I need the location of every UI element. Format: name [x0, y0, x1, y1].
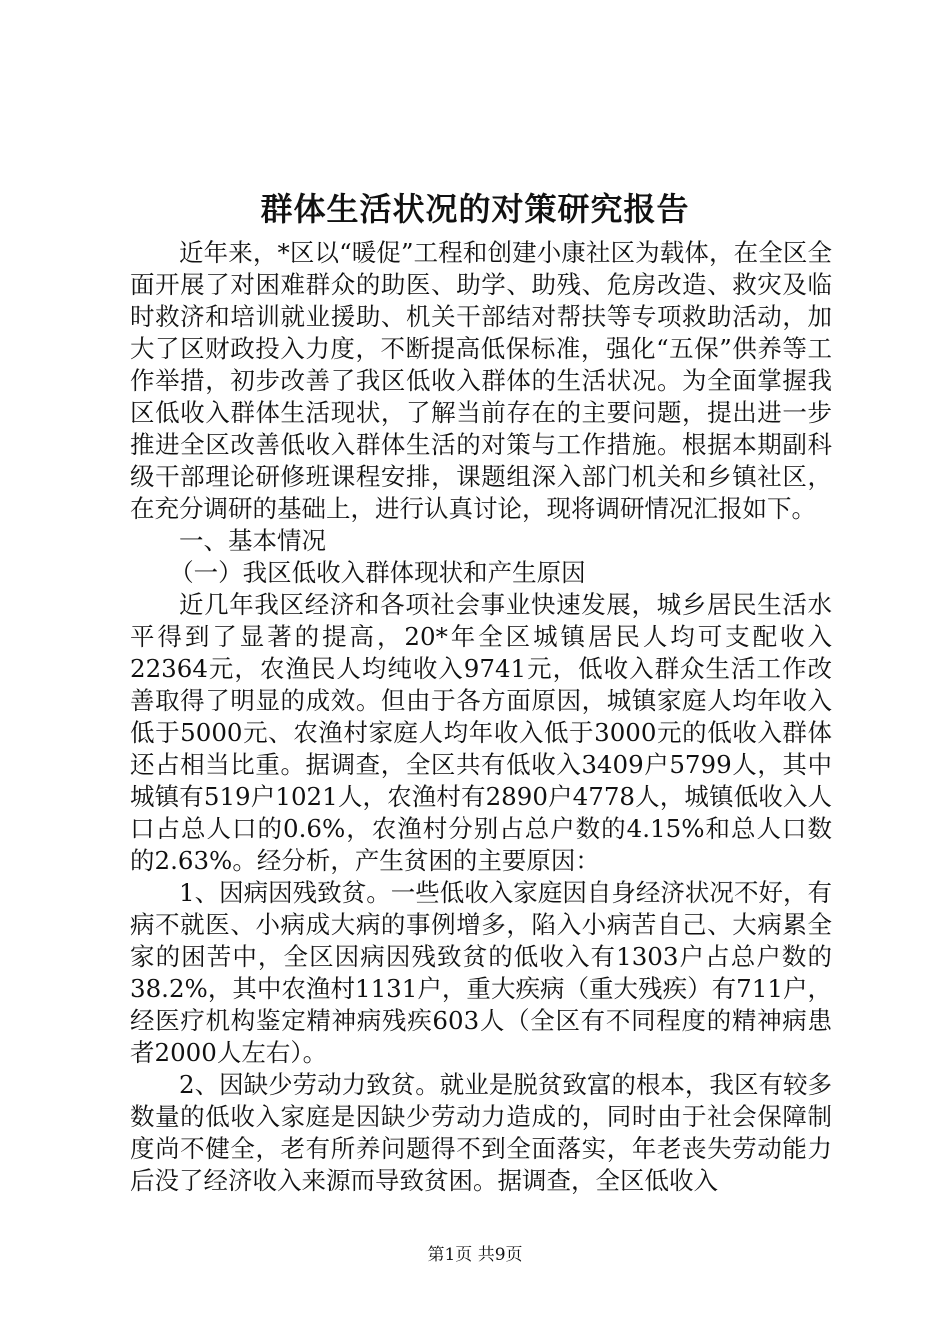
intro-paragraph: 近年来，*区以“暖促”工程和创建小康社区为载体，在全区全面开展了对困难群众的助医、助学、助残、危房改造、救灾及临时救济和培训就业援助、机关干部结对帮扶等专项救助活动，加大了区财政投入力度，不断提高低保标准，强化“五保”供养等工作举措，初步改善了我区低收入群体的生活状况。为全面掌握我区低收入群体生活现状，了解当前存在的主要问题，提出进一步推进全区改善低收入群体生活的对策与工作措施。根据本期副科级干部理论研修班课程安排，课题组深入部门机关和乡镇社区，在充分调研的基础上，进行认真讨论，现将调研情况汇报如下。 — [130, 238, 832, 523]
document-body — [130, 237, 832, 1197]
document-title: 群体生活状况的对策研究报告 — [260, 190, 690, 228]
cause-labor-paragraph: 2、因缺少劳动力致贫。就业是脱贫致富的根本，我区有较多数量的低收入家庭是因缺少劳动力造成的，同时由于社会保障制度尚不健全，老有所养问题得不到全面落实，年老丧失劳动能力后没了经济收入来源而导致贫困。据调查，全区低收入 — [130, 1070, 832, 1195]
page-footer: 第1页 共9页 — [427, 1245, 523, 1265]
status-paragraph: 近几年我区经济和各项社会事业快速发展，城乡居民生活水平得到了显著的提高，20*年全区城镇居民人均可支配收入22364元，农渔民人均纯收入9741元，低收入群众生活工作改善取得了明显的成效。但由于各方面原因，城镇家庭人均年收入低于5000元、农渔村家庭人均年收入低于3000元的低收入群体还占相当比重。据调查，全区共有低收入3409户5799人，其中城镇有519户1021人，农渔村有2890户4778人，城镇低收入人口占总人口的0.6%，农渔村分别占总户数的4.15%和总人口数的2.63%。经分析，产生贫困的主要原因： — [130, 590, 832, 875]
section-heading-basic: 一、基本情况 — [179, 526, 326, 555]
cause-illness-paragraph: 1、因病因残致贫。一些低收入家庭因自身经济状况不好，有病不就医、小病成大病的事例增多，陷入小病苦自己、大病累全家的困苦中，全区因病因残致贫的低收入有1303户占总户数的38.2%，其中农渔村1131户，重大疾病（重大残疾）有711户，经医疗机构鉴定精神病残疾603人（全区有不同程度的精神病患者2000人左右）。 — [130, 878, 832, 1067]
subsection-heading-status: （一）我区低收入群体现状和产生原因 — [169, 558, 586, 587]
